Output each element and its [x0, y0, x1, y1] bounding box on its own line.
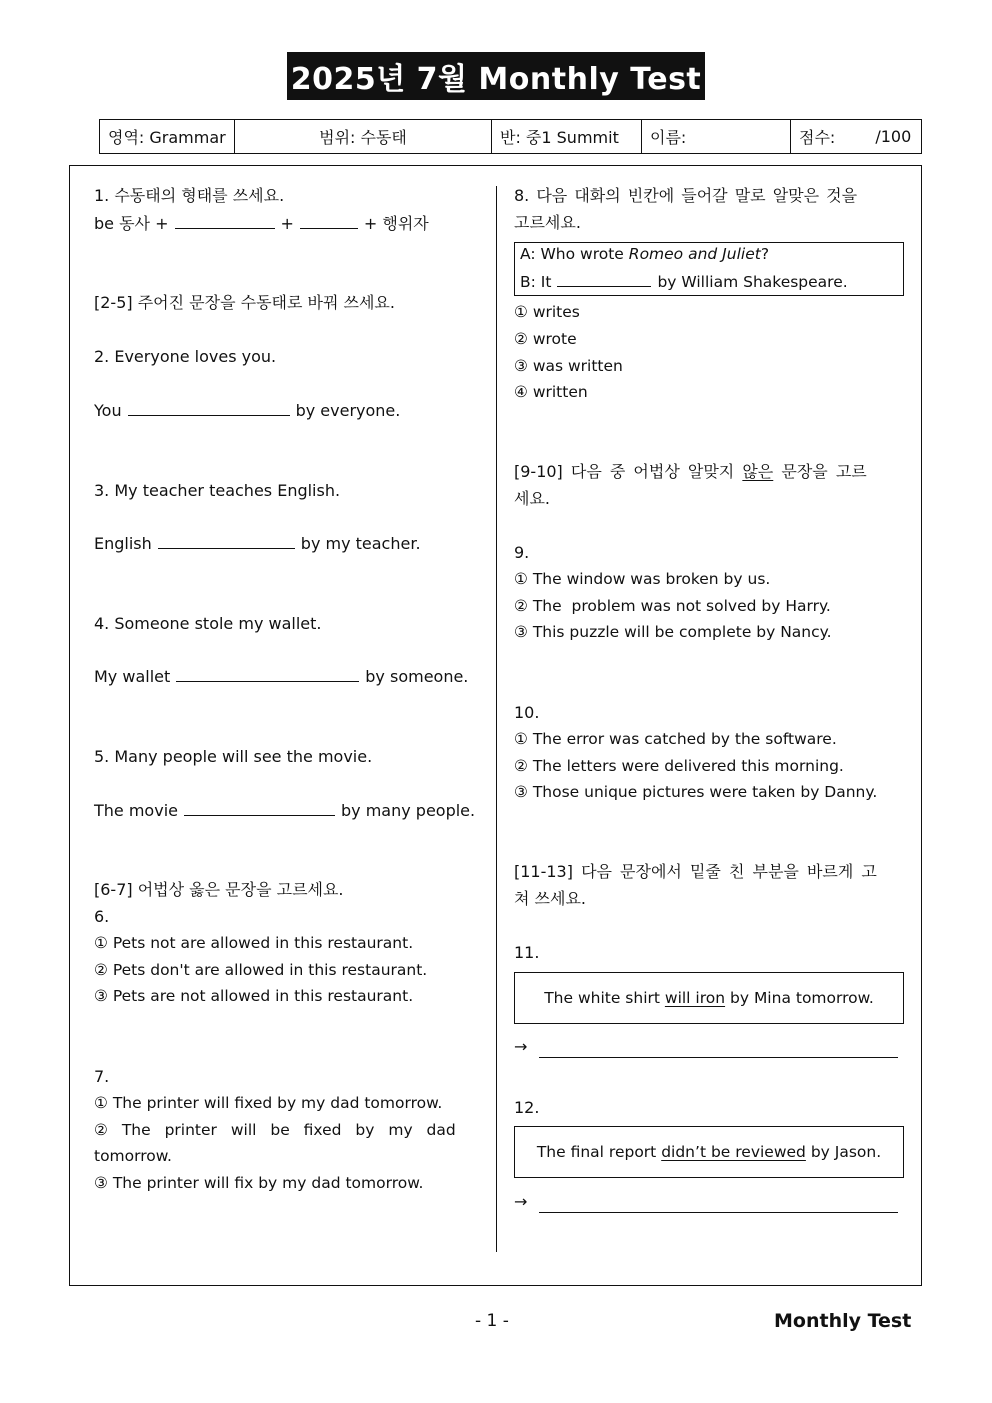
- q2-answer: [94, 401, 400, 420]
- q7-choice-1[interactable]: ① The printer will fixed by my dad tomorrow.: [94, 1094, 443, 1112]
- section-9-10-pre: [9-10] 다음 중 어법상 알맞지: [514, 462, 735, 481]
- q2-start: You: [94, 401, 122, 420]
- q9-number: 9.: [514, 543, 530, 562]
- q8-a-prefix: A: Who wrote: [520, 245, 624, 263]
- q12-pre: The final report: [536, 1143, 657, 1161]
- q11-post: by Mina tomorrow.: [730, 989, 874, 1007]
- section-11-13-heading-line-2: 쳐 쓰세요.: [514, 889, 586, 908]
- q12-answer-line[interactable]: [539, 1212, 898, 1213]
- q9-choice-3[interactable]: ③ This puzzle will be complete by Nancy.: [514, 623, 832, 641]
- q12-post: by Jason.: [810, 1143, 882, 1161]
- column-divider: [496, 186, 497, 1252]
- q11-arrow-icon: →: [514, 1037, 528, 1056]
- q7-choice-2-line-2[interactable]: tomorrow.: [94, 1147, 172, 1165]
- q6-choice-1[interactable]: ① Pets not are allowed in this restaurant.: [94, 934, 414, 952]
- name-label: 이름:: [650, 128, 687, 147]
- q1-blank-2[interactable]: [300, 214, 358, 229]
- q4-answer: [94, 667, 468, 686]
- q11-answer-line[interactable]: [539, 1057, 898, 1058]
- q8-line-a: [520, 245, 769, 264]
- q1-suffix: + 행위자: [363, 214, 429, 233]
- q10-choice-1[interactable]: ① The error was catched by the software.: [514, 730, 837, 748]
- section-2-5-heading: [2-5] 주어진 문장을 수동태로 바꿔 쓰세요.: [94, 293, 395, 312]
- section-9-10-heading-line-1: [514, 462, 867, 481]
- q2-end: by everyone.: [295, 401, 401, 420]
- q2-sentence: 2. Everyone loves you.: [94, 347, 277, 366]
- q9-choice-1[interactable]: ① The window was broken by us.: [514, 570, 771, 588]
- page-title: 2025년 7월 Monthly Test: [287, 52, 705, 100]
- q1-formula: [94, 214, 429, 233]
- q8-blank[interactable]: [557, 272, 651, 287]
- q3-answer: [94, 534, 421, 553]
- q11-number: 11.: [514, 943, 540, 962]
- name-cell[interactable]: [642, 120, 791, 153]
- q1-title: 1. 수동태의 형태를 쓰세요.: [94, 186, 285, 205]
- area-cell: 영역: Grammar: [100, 120, 235, 153]
- q8-title-line-1: 8. 다음 대화의 빈칸에 들어갈 말로 알맞은 것을: [514, 186, 858, 205]
- q9-choice-2[interactable]: ② The problem was not solved by Harry.: [514, 597, 831, 615]
- q8-line-b: [520, 272, 848, 292]
- q5-end: by many people.: [340, 801, 476, 820]
- q10-number: 10.: [514, 703, 540, 722]
- q1-blank-1[interactable]: [175, 214, 275, 229]
- q8-b-prefix: B: It: [520, 273, 552, 291]
- q12-underlined: didn’t be reviewed: [661, 1143, 806, 1161]
- q8-choice-4[interactable]: ④ written: [514, 383, 588, 401]
- score-cell[interactable]: [791, 120, 921, 153]
- q11-sentence-box: [514, 972, 904, 1024]
- q12-number: 12.: [514, 1098, 540, 1117]
- q4-blank[interactable]: [176, 667, 359, 682]
- q3-blank[interactable]: [158, 534, 295, 549]
- q5-sentence: 5. Many people will see the movie.: [94, 747, 373, 766]
- range-cell: 범위: 수동태: [235, 120, 492, 153]
- footer-brand: Monthly Test: [774, 1310, 912, 1332]
- q1-prefix: be 동사 +: [94, 214, 169, 233]
- q8-b-suffix: by William Shakespeare.: [657, 273, 848, 291]
- info-table: [99, 119, 922, 154]
- score-label: 점수:: [799, 128, 836, 147]
- q11-pre: The white shirt: [544, 989, 660, 1007]
- q3-start: English: [94, 534, 152, 553]
- class-cell: 반: 중1 Summit: [492, 120, 642, 153]
- q4-start: My wallet: [94, 667, 171, 686]
- q8-choice-1[interactable]: ① writes: [514, 303, 580, 321]
- section-9-10-heading-line-2: 세요.: [514, 489, 550, 508]
- q5-answer: [94, 801, 475, 820]
- q11-underlined: will iron: [664, 989, 726, 1007]
- q7-choice-3[interactable]: ③ The printer will fix by my dad tomorrow.: [94, 1174, 424, 1192]
- q8-choice-3[interactable]: ③ was written: [514, 357, 623, 375]
- section-9-10-post: 문장을 고르: [781, 462, 867, 481]
- q7-choice-2-line-1[interactable]: ② The printer will be fixed by my dad: [94, 1121, 456, 1139]
- q8-choice-2[interactable]: ② wrote: [514, 330, 577, 348]
- q10-choice-2[interactable]: ② The letters were delivered this morning.: [514, 757, 844, 775]
- q12-sentence-box: [514, 1126, 904, 1178]
- section-9-10-emph: 않은: [742, 462, 774, 481]
- q6-choice-3[interactable]: ③ Pets are not allowed in this restaurant.: [94, 987, 414, 1005]
- q5-start: The movie: [94, 801, 178, 820]
- q4-end: by someone.: [365, 667, 469, 686]
- q6-number: 6.: [94, 907, 110, 926]
- q10-choice-3[interactable]: ③ Those unique pictures were taken by Danny.: [514, 783, 878, 801]
- q8-title-line-2: 고르세요.: [514, 213, 581, 232]
- q12-arrow-icon: →: [514, 1192, 528, 1211]
- section-6-7-heading: [6-7] 어법상 옳은 문장을 고르세요.: [94, 880, 344, 899]
- q1-plus: +: [280, 214, 294, 233]
- q7-number: 7.: [94, 1067, 110, 1086]
- section-11-13-heading-line-1: [11-13] 다음 문장에서 밑줄 친 부분을 바르게 고: [514, 862, 877, 881]
- score-total: /100: [875, 127, 912, 146]
- q8-a-suffix: ?: [760, 245, 770, 263]
- q6-choice-2[interactable]: ② Pets don't are allowed in this restaurant.: [94, 961, 428, 979]
- q8-a-title: Romeo and Juliet: [628, 245, 761, 263]
- q5-blank[interactable]: [184, 801, 335, 816]
- page-number: - 1 -: [475, 1311, 509, 1331]
- q2-blank[interactable]: [128, 401, 290, 416]
- q3-sentence: 3. My teacher teaches English.: [94, 481, 341, 500]
- q3-end: by my teacher.: [300, 534, 421, 553]
- q4-sentence: 4. Someone stole my wallet.: [94, 614, 322, 633]
